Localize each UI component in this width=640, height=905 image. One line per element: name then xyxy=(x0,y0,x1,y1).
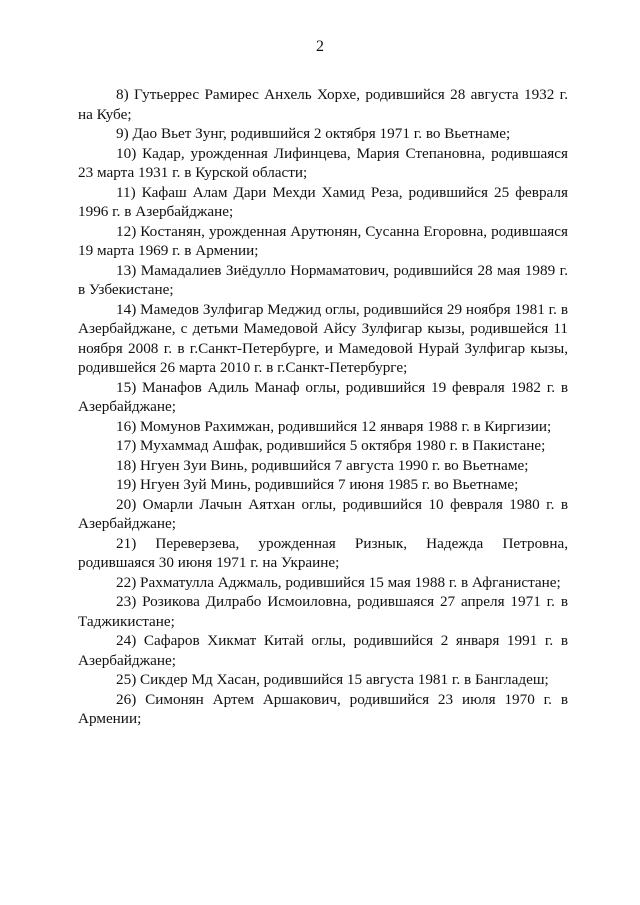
list-entry: 16) Момунов Рахимжан, родившийся 12 января 1988 г. в Киргизии; xyxy=(116,417,552,435)
list-entry: 17) Мухаммад Ашфак, родившийся 5 октября 1980 г. в Пакистане; xyxy=(116,437,546,454)
list-entry: 10) Кадар, урожденная Лифинцева, Мария Степановна, родившаяся 23 марта 1931 г. в Курской области; xyxy=(78,144,568,181)
list-entry: 22) Рахматулла Аджмаль, родившийся 15 мая 1988 г. в Афганистане; xyxy=(116,573,561,591)
list-entry: 26) Симонян Артем Аршакович, родившийся 23 июля 1970 г. в Армении; xyxy=(78,690,568,727)
list-entry: 23) Розикова Дилрабо Исмоиловна, родившаяся 27 апреля 1971 г. в Таджикистане; xyxy=(78,593,568,630)
entry-list xyxy=(78,85,568,729)
list-entry: 11) Кафаш Алам Дари Мехди Хамид Реза, родившийся 25 февраля 1996 г. в Азербайджане; xyxy=(78,183,568,220)
list-entry: 13) Мамадалиев Зиёдулло Нормаматович, родившийся 28 мая 1989 г. в Узбекистане; xyxy=(78,261,568,298)
list-entry: 21) Переверзева, урожденная Ризнык, Надежда Петровна, родившаяся 30 июня 1971 г. на Украине; xyxy=(78,534,568,571)
list-entry: 25) Сикдер Мд Хасан, родившийся 15 августа 1981 г. в Бангладеш; xyxy=(116,671,549,688)
list-entry: 20) Омарли Лачын Аятхан оглы, родившийся 10 февраля 1980 г. в Азербайджане; xyxy=(78,495,568,532)
list-entry: 9) Дао Вьет Зунг, родившийся 2 октября 1971 г. во Вьетнаме; xyxy=(116,125,511,142)
list-entry: 19) Нгуен Зуй Минь, родившийся 7 июня 1985 г. во Вьетнаме; xyxy=(116,476,519,493)
list-entry: 24) Сафаров Хикмат Китай оглы, родившийся 2 января 1991 г. в Азербайджане; xyxy=(78,632,568,669)
page-number: 2 xyxy=(316,38,324,55)
list-entry: 18) Нгуен Зуи Винь, родившийся 7 августа 1990 г. во Вьетнаме; xyxy=(116,456,529,474)
list-entry: 14) Мамедов Зулфигар Меджид оглы, родившийся 29 ноября 1981 г. в Азербайджане, с детьми Мамедовой Айсу Зулфигар кызы, родившейся 11 ноября 2008 г. в г.Санкт-Петербурге, и Мамедовой Нурай Зулфигар кызы, родившейся 26 марта 2010 г. в г.Санкт-Петербурге; xyxy=(78,300,568,376)
list-entry: 8) Гутьеррес Рамирес Анхель Хорхе, родившийся 28 августа 1932 г. на Кубе; xyxy=(78,86,568,123)
list-entry: 15) Манафов Адиль Манаф оглы, родившийся 19 февраля 1982 г. в Азербайджане; xyxy=(78,378,568,415)
list-entry: 12) Костанян, урожденная Арутюнян, Сусанна Егоровна, родившаяся 19 марта 1969 г. в Армении; xyxy=(78,222,568,259)
